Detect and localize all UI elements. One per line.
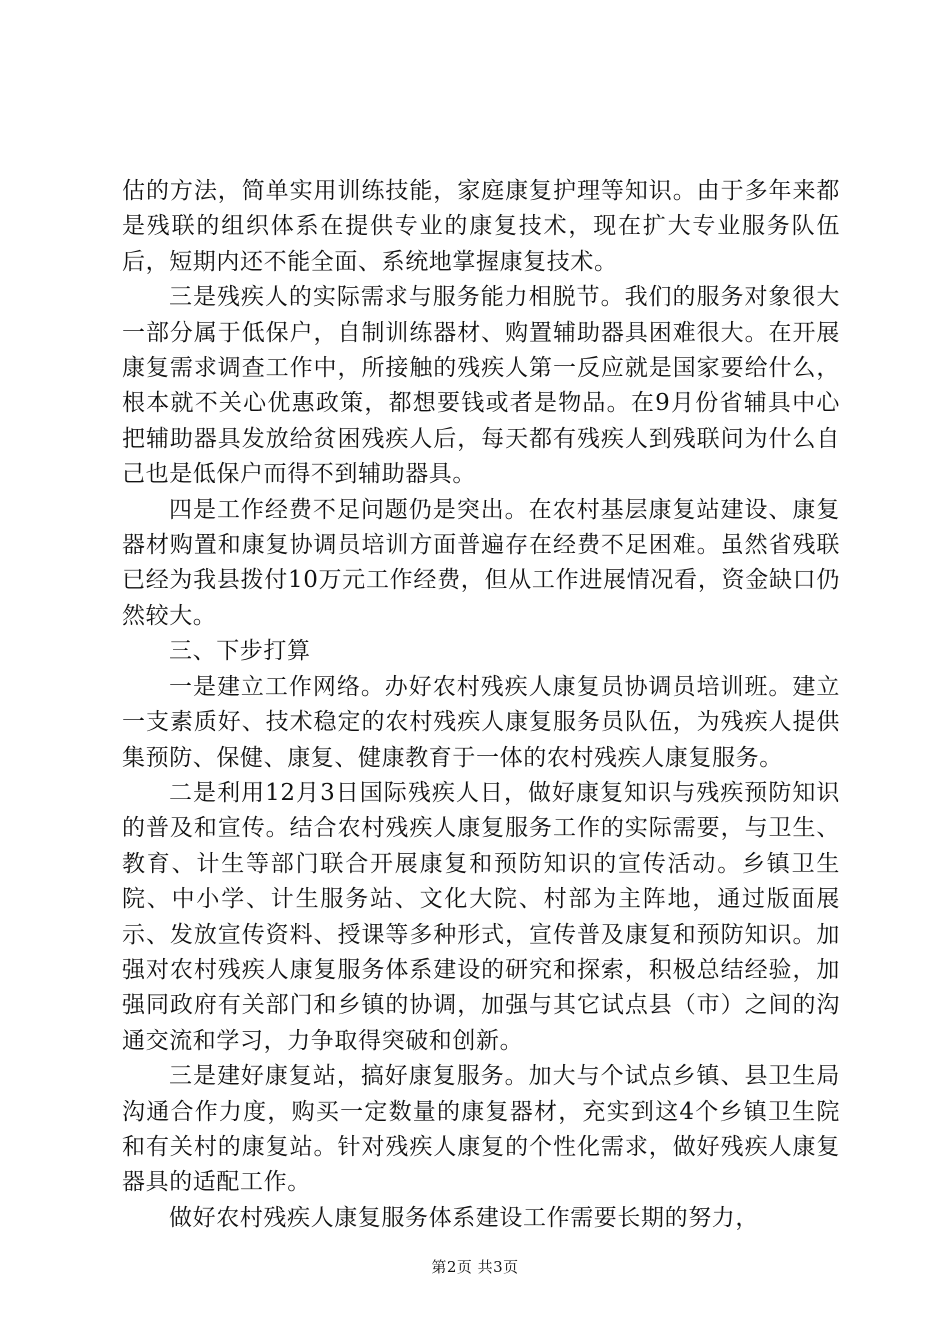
section-heading-next-steps: 三、下步打算 xyxy=(169,638,311,665)
page-footer: 第2页 共3页 xyxy=(431,1258,519,1276)
body-text xyxy=(122,174,840,1236)
paragraph-plan-three: 三是建好康复站，搞好康复服务。加大与个试点乡镇、县卫生局沟通合作力度，购买一定数量的康复器材，充实到这4个乡镇卫生院和有关村的康复站。针对残疾人康复的个性化需求，做好残疾人康复器具的适配工作。 xyxy=(122,1063,840,1196)
paragraph-continuation: 估的方法，简单实用训练技能，家庭康复护理等知识。由于多年来都是残联的组织体系在提供专业的康复技术，现在扩大专业服务队伍后，短期内还不能全面、系统地掌握康复技术。 xyxy=(122,178,840,275)
paragraph-closing: 做好农村残疾人康复服务体系建设工作需要长期的努力， xyxy=(169,1204,759,1231)
paragraph-plan-one: 一是建立工作网络。办好农村残疾人康复员协调员培训班。建立一支素质好、技术稳定的农村残疾人康复服务员队伍，为残疾人提供集预防、保健、康复、健康教育于一体的农村残疾人康复服务。 xyxy=(122,673,840,771)
paragraph-plan-two: 二是利用12月3日国际残疾人日，做好康复知识与残疾预防知识的普及和宣传。结合农村残疾人康复服务工作的实际需要，与卫生、教育、计生等部门联合开展康复和预防知识的宣传活动。乡镇卫生院、中小学、计生服务站、文化大院、村部为主阵地，通过版面展示、发放宣传资料、授课等多种形式，宣传普及康复和预防知识。加强对农村残疾人康复服务体系建设的研究和探索，积极总结经验，加强同政府有关部门和乡镇的协调，加强与其它试点县（市）之间的沟通交流和学习，力争取得突破和创新。 xyxy=(122,779,840,1054)
paragraph-point-four: 四是工作经费不足问题仍是突出。在农村基层康复站建设、康复器材购置和康复协调员培训方面普遍存在经费不足困难。虽然省残联已经为我县拨付10万元工作经费，但从工作进展情况看，资金缺口仍然较大。 xyxy=(122,496,840,629)
paragraph-point-three: 三是残疾人的实际需求与服务能力相脱节。我们的服务对象很大一部分属于低保户，自制训练器材、购置辅助器具困难很大。在开展康复需求调查工作中，所接触的残疾人第一反应就是国家要给什么，根本就不关心优惠政策，都想要钱或者是物品。在9月份省辅具中心把辅助器具发放给贫困残疾人后，每天都有残疾人到残联问为什么自己也是低保户而得不到辅助器具。 xyxy=(122,284,840,488)
